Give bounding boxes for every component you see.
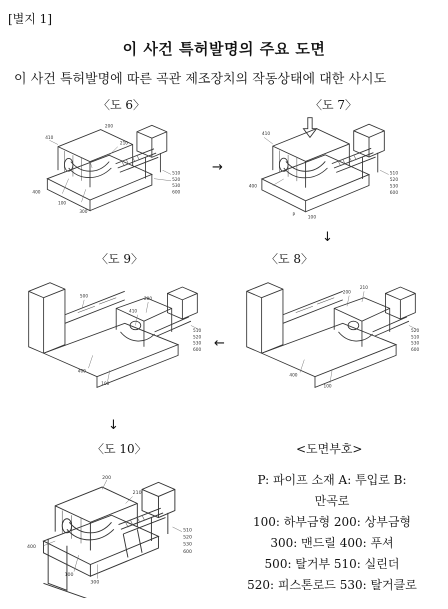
svg-text:400: 400: [77, 369, 86, 375]
svg-text:210: 210: [359, 286, 368, 292]
flow-arrow-right: →: [212, 160, 223, 175]
svg-text:410: 410: [261, 132, 271, 138]
svg-text:600: 600: [193, 348, 202, 354]
svg-text:300: 300: [90, 580, 100, 586]
svg-text:200: 200: [342, 290, 351, 296]
svg-text:P: P: [292, 213, 296, 219]
svg-text:530: 530: [389, 184, 399, 190]
svg-text:520: 520: [193, 335, 202, 341]
svg-text:200: 200: [104, 124, 114, 130]
svg-text:100: 100: [58, 201, 67, 207]
reference-legend: [232, 470, 432, 596]
fig6-drawing: [26, 112, 186, 224]
page-title: 이 사건 특허발명의 주요 도면: [122, 40, 326, 58]
svg-text:510: 510: [193, 328, 202, 334]
fig9-drawing: [18, 268, 208, 400]
annex-label: [별지 1]: [8, 12, 52, 26]
svg-text:510: 510: [183, 528, 193, 534]
svg-text:510: 510: [411, 335, 420, 341]
fig9-label: 〈도 9〉: [96, 252, 144, 266]
legend-line-5: 500: 탈거부 510: 실린더: [264, 557, 400, 571]
fig6-label: 〈도 6〉: [98, 98, 146, 112]
svg-text:100: 100: [64, 573, 74, 579]
svg-text:100: 100: [323, 384, 332, 390]
svg-text:100: 100: [101, 382, 110, 388]
fig10-drawing: [20, 470, 196, 598]
svg-text:510: 510: [389, 171, 399, 177]
svg-text:510: 510: [172, 171, 181, 177]
svg-text:210: 210: [119, 141, 128, 147]
svg-text:400: 400: [248, 184, 258, 190]
svg-text:520: 520: [411, 328, 420, 334]
svg-text:400: 400: [32, 190, 41, 196]
fig8-drawing: [236, 268, 426, 400]
svg-text:210: 210: [132, 491, 142, 497]
svg-text:530: 530: [411, 341, 420, 347]
fig7-drawing: [240, 112, 404, 224]
svg-text:600: 600: [172, 190, 181, 196]
legend-line-1: P: 파이프 소재 A: 투입로 B:: [257, 473, 407, 487]
svg-text:600: 600: [183, 549, 193, 555]
fig7-label: 〈도 7〉: [310, 98, 358, 112]
svg-text:600: 600: [411, 348, 420, 354]
flow-arrow-left: ←: [214, 336, 225, 351]
svg-text:520: 520: [183, 535, 193, 541]
fig8-label: 〈도 8〉: [266, 252, 314, 266]
flow-arrow-down-2: ↓: [108, 418, 119, 433]
svg-text:500: 500: [79, 294, 89, 300]
svg-text:530: 530: [193, 341, 202, 347]
fig10-label: 〈도 10〉: [92, 442, 147, 456]
svg-text:200: 200: [143, 296, 153, 302]
svg-text:100: 100: [307, 215, 317, 221]
svg-text:400: 400: [289, 373, 298, 379]
svg-text:410: 410: [129, 309, 138, 315]
svg-text:200: 200: [102, 475, 112, 481]
svg-text:530: 530: [183, 542, 193, 548]
legend-line-6: 520: 피스톤로드 530: 탈거클로: [247, 578, 417, 592]
legend-line-2: 만곡로: [314, 494, 350, 508]
svg-text:300: 300: [79, 209, 88, 215]
legend-heading: <도면부호>: [296, 442, 363, 456]
svg-text:530: 530: [172, 184, 181, 190]
svg-text:520: 520: [172, 177, 181, 183]
legend-line-3: 100: 하부금형 200: 상부금형: [252, 515, 412, 529]
svg-text:520: 520: [389, 178, 399, 184]
svg-text:410: 410: [45, 136, 54, 142]
intro-caption: 이 사건 특허발명에 따른 곡관 제조장치의 작동상태에 대한 사시도: [14, 72, 387, 87]
svg-text:600: 600: [389, 191, 399, 197]
svg-text:400: 400: [27, 545, 36, 551]
flow-arrow-down-1: ↓: [322, 230, 333, 245]
legend-line-4: 300: 맨드릴 400: 푸셔: [270, 536, 394, 550]
